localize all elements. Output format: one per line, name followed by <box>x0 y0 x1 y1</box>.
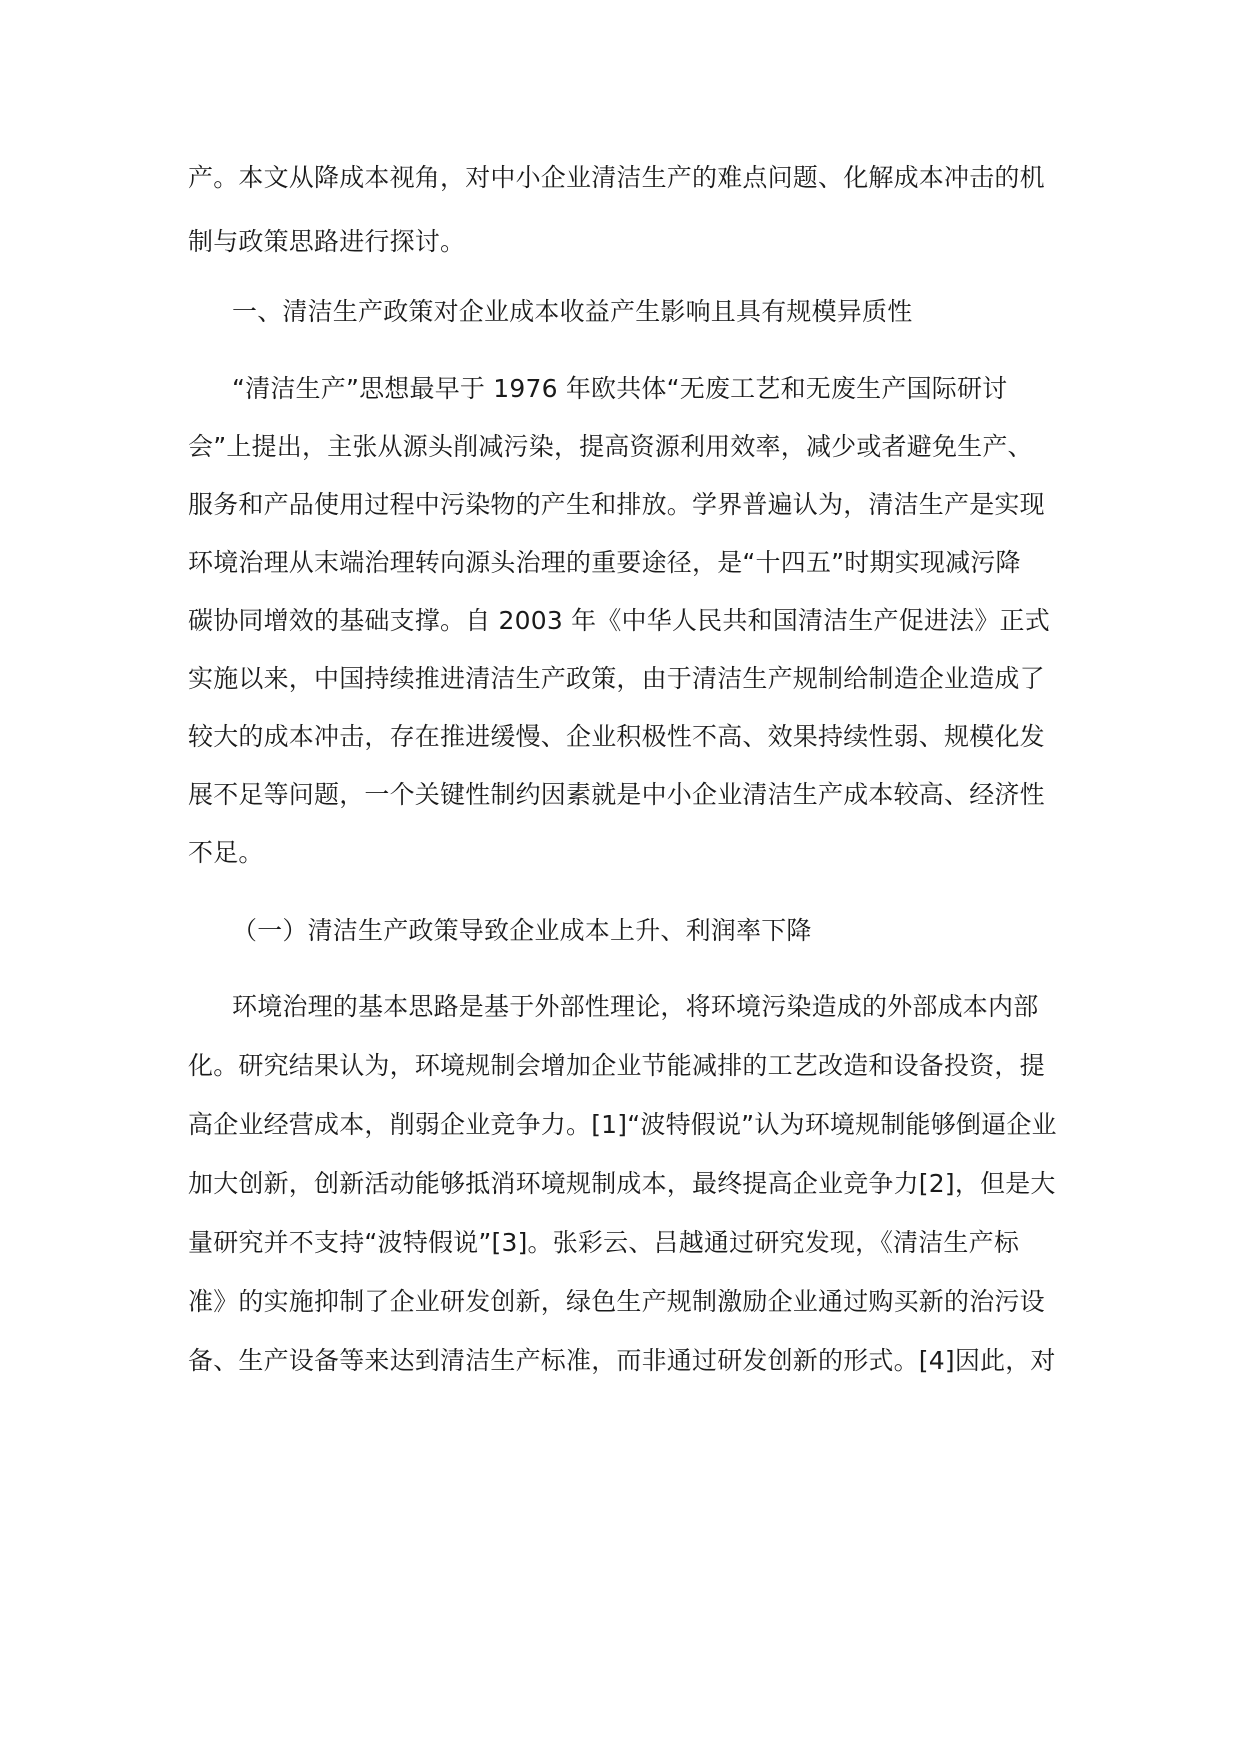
subsection-heading: （一）清洁生产政策导致企业成本上升、利润率下降 <box>232 916 812 945</box>
body-text-line: 会”上提出，主张从源头削减污染，提高资源利用效率，减少或者避免生产、 <box>188 432 1033 461</box>
body-text-line: 准》的实施抑制了企业研发创新，绿色生产规制激励企业通过购买新的治污设 <box>188 1287 1045 1316</box>
body-text-line: 备、生产设备等来达到清洁生产标准，而非通过研发创新的形式。[4]因此，对 <box>188 1346 1056 1375</box>
body-text-line: 展不足等问题，一个关键性制约因素就是中小企业清洁生产成本较高、经济性 <box>188 780 1045 809</box>
body-text-line: 量研究并不支持“波特假说”[3]。张彩云、吕越通过研究发现，《清洁生产标 <box>188 1228 1020 1257</box>
section-heading: 一、清洁生产政策对企业成本收益产生影响且具有规模异质性 <box>232 297 913 326</box>
body-text-line: 较大的成本冲击，存在推进缓慢、企业积极性不高、效果持续性弱、规模化发 <box>188 722 1045 751</box>
body-text-line: 碳协同增效的基础支撑。自 2003 年《中华人民共和国清洁生产促进法》正式 <box>188 606 1050 635</box>
body-text-line: “清洁生产”思想最早于 1976 年欧共体“无废工艺和无废生产国际研讨 <box>232 374 1008 403</box>
body-text-line: 环境治理的基本思路是基于外部性理论，将环境污染造成的外部成本内部 <box>232 992 1039 1021</box>
body-text-line: 高企业经营成本，削弱企业竞争力。[1]“波特假说”认为环境规制能够倒逼企业 <box>188 1110 1057 1139</box>
body-text-line: 加大创新，创新活动能够抵消环境规制成本，最终提高企业竞争力[2]，但是大 <box>188 1169 1056 1198</box>
body-text-line: 化。研究结果认为，环境规制会增加企业节能减排的工艺改造和设备投资，提 <box>188 1051 1045 1080</box>
body-text-line: 环境治理从末端治理转向源头治理的重要途径，是“十四五”时期实现减污降 <box>188 548 1021 577</box>
body-text-line: 实施以来，中国持续推进清洁生产政策，由于清洁生产规制给制造企业造成了 <box>188 664 1045 693</box>
body-text-line: 产。本文从降成本视角，对中小企业清洁生产的难点问题、化解成本冲击的机 <box>188 163 1045 192</box>
body-text-line: 不足。 <box>188 838 264 867</box>
body-text-line: 制与政策思路进行探讨。 <box>188 227 466 256</box>
body-text-line: 服务和产品使用过程中污染物的产生和排放。学界普遍认为，清洁生产是实现 <box>188 490 1045 519</box>
